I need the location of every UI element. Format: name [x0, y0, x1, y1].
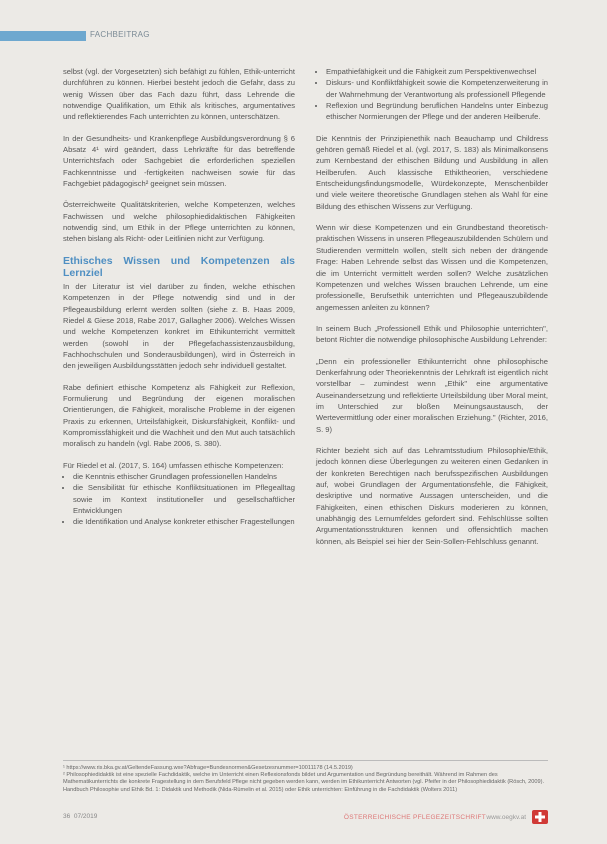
competence-list: [63, 471, 295, 528]
journal-name: ÖSTERREICHISCHE PFLEGEZEITSCHRIFT: [343, 814, 486, 821]
paragraph: Rabe definiert ethische Kompetenz als Fähigkeit zur Reflexion, Formulierung und Begründung der eigenen moralischen Orientierungen, die Fähigkeit, moralische Probleme in der eigenen Praxis zu erkennen, Urteilsfähigkeit, Diskursfähigkeit, Konflikt- und Kompromissfähigkeit und die Wachheit und den Mut auch tatsächlich moralisch zu handeln (vgl. Rabe 2006, S. 380).: [63, 382, 295, 449]
section-label: FACHBEITRAG: [90, 30, 150, 39]
list-item: • die Identifikation und Analyse konkreter ethischer Fragestellungen: [73, 516, 295, 527]
section-heading: Ethisches Wissen und Kompetenzen als Lernziel: [63, 254, 295, 279]
paragraph: Richter bezieht sich auf das Lehramtsstudium Philosophie/Ethik, jedoch können diese Überlegungen zu weiteren einen Gedanken in der konkreten Berechtigen nach berufsspezifischen Ausbildungen auf, wobei Grundlagen der Argumentationsfehle, die Fähigkeit, deskriptive und normative Aussagen unterscheiden, und die Fähigkeiten, einen ethischen Diskurs moderieren zu können, unabhängig des Lernumfeldes gefordert sind. Fehlschlüsse sollten Argumentationsstrukturen kennen und offensichtlich machen können, als Beispiel sei hier der Sein-Sollen-Fehlschluss genannt.: [316, 445, 548, 546]
paragraph: Für Riedel et al. (2017, S. 164) umfassen ethische Kompetenzen:: [63, 460, 284, 470]
list-item: • die Sensibilität für ethische Konfliktsituationen im Pflegealltag sowie im Kontext institutioneller und gesellschaftlicher Entwicklungen: [73, 482, 295, 516]
footnote: Handbuch Philosophie und Ethik Bd. 1: Didaktik und Methodik (Nida-Rümelin et al. 2015) oder Ethik unterrichten: Einführung in die Fachdidaktik (Wolters 2011): [63, 786, 458, 793]
footnote: ² Philosophiedidaktik ist eine spezielle Fachdidaktik, welche im Unterricht einen Reflexionsfonds bildet und Argumentation und Begründung bereithält. Während im Rahmen des Mathematikunterrichts die konkrete Fragestellung in dem Berufsfeld Pflege nicht gegeben werden kann, werden im Ethikunterricht Antworten (vgl. Pfeifer in der Philosophiedidaktik (Rösch, 2009).: [63, 772, 545, 786]
footnote: ¹ https://www.ris.bka.gv.at/GeltendeFassung.wxe?Abfrage=Bundesnormen&Gesetzesnummer=10011178 (14.5.2019): [63, 765, 353, 771]
page-number: 36 07/2019: [63, 813, 98, 820]
paragraph: Die Kenntnis der Prinzipienethik nach Beauchamp und Childress gehören gemäß Riedel et al. (vgl. 2017, S. 183) als Minimalkonsens zum Kernbestand der ethischen Bildung und Ausbildung in allen Heilberufen. Auch klassische Ethiktheorien, verschiedene Entscheidungsfindungsmodelle, Würdekonzepte, Menschenbilder und viele weitere theoretische Grundlagen stehen als Wahl für eine Bildung des ethischen Wissens zur Verfügung.: [316, 133, 548, 211]
left-column: [63, 66, 295, 538]
competence-list-continued: [316, 66, 548, 123]
section-color-bar: [0, 31, 86, 41]
list-item: • Diskurs- und Konfliktfähigkeit sowie die Kompetenzerweiterung in der Wahrnehmung der Verantwortung als professionell Pflegende: [326, 77, 548, 100]
list-item: • Empathiefähigkeit und die Fähigkeit zum Perspektivenwechsel: [326, 66, 548, 77]
paragraph: In der Literatur ist viel darüber zu finden, welche ethischen Kompetenzen in der Pflege notwendig sind und in der Pflegeausbildung erlernt werden sollten (siehe z. B. Haas 2009, Riedel & Giese 2018, Rabe 2017, Gallagher 2006). Welches Wissen und welche Kompetenzen konkret im Ethikunterricht vermittelt werden (sowohl in der Pflegefachassistenzausbildung, Fachhochschulen und Sonderausbildungen), wird in Österreich in den jeweiligen Ausbildungsstätten jedoch sehr individuell gestaltet.: [63, 281, 295, 371]
paragraph: In der Gesundheits- und Krankenpflege Ausbildungsverordnung § 6 Absatz 4¹ wird geändert, dass Lehrkräfte für das betreffende Unterrichtsfach oder Sachgebiet die erforderlichen speziellen Fachkenntnisse und -fertigkeiten nachweisen sowie für das Fachgebiet pädagogisch² geeignet sein müssen.: [63, 133, 295, 189]
right-column: [316, 66, 548, 557]
footnotes: [63, 760, 548, 794]
journal-website: www.oegkv.at: [486, 814, 526, 821]
list-item: • Reflexion und Begründung beruflichen Handelns unter Einbezug ethischer Normierungen der Pflege und der anderen Heilberufe.: [326, 100, 548, 123]
quote: „Denn ein professioneller Ethikunterricht ohne philosophische Denkerfahrung oder Theoriekenntnis der Lehrkraft ist eigentlich nicht vorstellbar – zumindest wenn „Ethik" eine argumentative Auseinandersetzung und reflektierte Urteilsbildung über Moral meint, im Unterschied zur bloßen Meinungsaustausch, der Wertevermittlung oder einer moralischen Erziehung." (Richter, 2016, S. 9): [316, 356, 548, 434]
paragraph: selbst (vgl. der Vorgesetzten) sich befähigt zu fühlen, Ethik-unterricht durchführen zu können. Hierbei besteht jedoch die Gefahr, dass zu wenig Wissen über das Fach dazu führt, dass Lehrende die notwendige Qualifikation, um Ethik als kritisches, argumentatives und reflektierendes Fach unterrichten zu können, unterschätzen.: [63, 67, 295, 122]
list-item: • die Kenntnis ethischer Grundlagen professionellen Handelns: [73, 471, 295, 482]
paragraph: Wenn wir diese Kompetenzen und ein Grundbestand theoretisch-praktischen Wissens in unseren Pflegeauszubildenden Schülern und Studierenden vermitteln wollen, stellt sich neben der drängende Frage: Haben Lehrende selbst das Wissen und die Kompetenzen, die im Unterricht vermittelt werden sollen? Welche zusätzlichen Kompetenzen und welches Wissen brauchen Lehrende, um eine professionelle, Berufsethik unterrichten und Pflegeauszubildende angemessen anleiten zu können?: [316, 223, 548, 312]
paragraph: Österreichweite Qualitätskriterien, welche Kompetenzen, welches Fachwissen und welche philosophiedidaktischen Fähigkeiten notwendig sind, um Ethik in der Pflege unterrichten zu können, stehen bislang als Richt- oder Leitlinien nicht zur Verfügung.: [63, 200, 295, 244]
page-footer: [63, 810, 548, 826]
journal-logo-icon: [532, 810, 548, 824]
paragraph: In seinem Buch „Professionell Ethik und Philosophie unterrichten", betont Richter die notwendige philosophische Ausbildung Lehrender:: [316, 323, 548, 345]
